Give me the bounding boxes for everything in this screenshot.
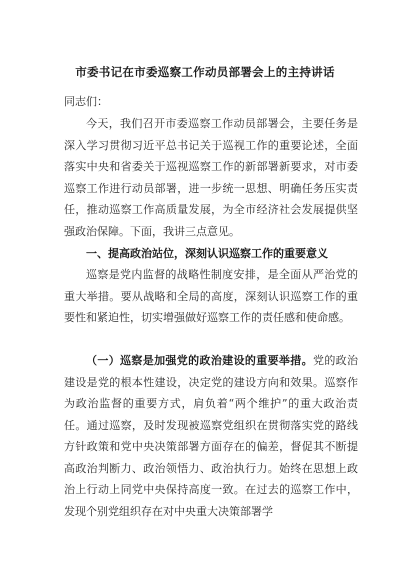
- salutation: 同志们：: [64, 95, 108, 108]
- section-heading-1: 一、提高政治站位，深刻认识巡察工作的重要意义: [86, 247, 328, 260]
- subsection-1-paragraph: [64, 350, 358, 522]
- subsection-1-heading: （一）巡察是加强党的政治建设的重要举措。: [86, 354, 313, 367]
- opening-paragraph: 今天，我们召开市委巡察工作动员部署会，主要任务是深入学习贯彻习近平总书记关于巡视工作的重要论述，全面落实中央和省委关于巡视巡察工作的新部署新要求，对市委巡察工作进行动员部署，进一步统一思想、明确任务压实责任，推动巡察工作高质量发展，为全市经济社会发展提供坚强政治保障。下面，我讲三点意见。: [64, 117, 358, 238]
- document-title: 市委书记在市委巡察工作动员部署会上的主持讲话: [75, 65, 335, 79]
- section-1-paragraph: 巡察是党内监督的战略性制度安排，是全面从严治党的重大举措。要从战略和全局的高度，深刻认识巡察工作的重要性和紧迫性，切实增强做好巡察工作的责任感和使命感。: [64, 268, 358, 324]
- subsection-1-body: 党的政治建设是党的根本性建设，决定党的建设方向和效果。巡察作为政治监督的重要方式，肩负着“两个维护”的重大政治责任。通过巡察，及时发现被巡察党组织在贯彻落实党的路线方针政策和党中央决策部署方面存在的偏差，督促其不断提高政治判断力、政治领悟力、政治执行力。始终在思想上政治上行动上同党中央保持高度一致。在过去的巡察工作中，发现个别党组织存在对中央重大决策部署学: [64, 354, 359, 518]
